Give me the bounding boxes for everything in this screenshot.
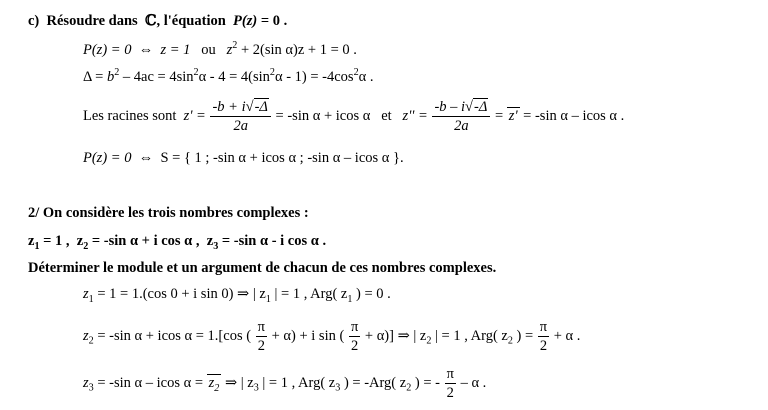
conjugate-z2: $z_2$ <box>208 374 220 394</box>
solution-set-line: P(z) = 0 ⇔ S = { 1 ; -sin α + icos α ; -sin α – icos α }. <box>83 150 404 166</box>
answer-z1: $z_1 = 1 = 1.(\cos$ 0 + i sin 0) ⇒ | $z_1$ | = 1 , Arg( $z_1$ ) = 0 . <box>83 286 391 305</box>
part-2-task: Déterminer le module et un argument de chacun de ces nombres complexes. <box>28 260 497 276</box>
answer-z2: $z_2 = -\sin$ α + icos α = 1.[cos ( $\frac{\pi}{2}$ + α) + i sin ( $\frac{\pi}{2}$ + α)] ⇒ | $z_2$ | = 1 , Arg( $z_2$ ) = $\frac{\pi}{2}$ + α . <box>83 319 581 354</box>
part-2-heading: 2/ On considère les trois nombres complexes : <box>28 205 309 221</box>
equivalence-icon: ⇔ <box>138 42 154 58</box>
discriminant-line: $\Delta = b^2 - 4ac = 4\sin^2\alpha - 4 = 4(\sin^2\alpha - 1) = -4\cos^2\alpha$ . <box>83 67 374 85</box>
equivalence-icon: ⇔ <box>138 150 154 166</box>
pi-over-2-fraction: $\frac{\pi}{2}$ <box>257 319 265 354</box>
pi-over-2-fraction: $\frac{\pi}{2}$ <box>350 319 359 354</box>
root-fraction-1: $\frac{-b + i√-\Delta}{2a}$ <box>210 99 270 134</box>
conjugate-z-prime: z' <box>508 107 518 124</box>
factorization-line: P(z) = 0 ⇔ z = 1 ou $z^2 + 2(\sin$ α)z + 1 = 0 . <box>83 40 357 58</box>
pi-over-2-fraction: $\frac{\pi}{2}$ <box>539 319 548 354</box>
part-2-definitions: $z_1 = 1$ , $z_2 = -\sin$ α + i cos α , $z_3 = -\sin$ α - i cos α . <box>28 233 327 252</box>
part-c-heading: c) Résoudre dans ℂ, l'équation P(z) = 0 . <box>28 12 288 29</box>
roots-line: Les racines sont z' = $\frac{-b + i√-\Delta}{2a}$ = -sin α + icos α et z'' = $\frac{-b - i√-\Delta}{2a}$ = z' = -sin α – icos α . <box>83 99 625 134</box>
complex-set-symbol: ℂ <box>144 12 157 29</box>
answer-z3: $z_3 = -\sin$ α – icos $\alpha = z_2$ ⇒ | $z_3$ | = 1 , Arg( $z_3$ ) = -Arg( $z_2$ ) = - $\frac{\pi}{2}$ – α . <box>83 366 487 401</box>
pi-over-2-fraction: $\frac{\pi}{2}$ <box>446 366 454 401</box>
root-fraction-2: $\frac{-b - i√-\Delta}{2a}$ <box>432 99 490 134</box>
